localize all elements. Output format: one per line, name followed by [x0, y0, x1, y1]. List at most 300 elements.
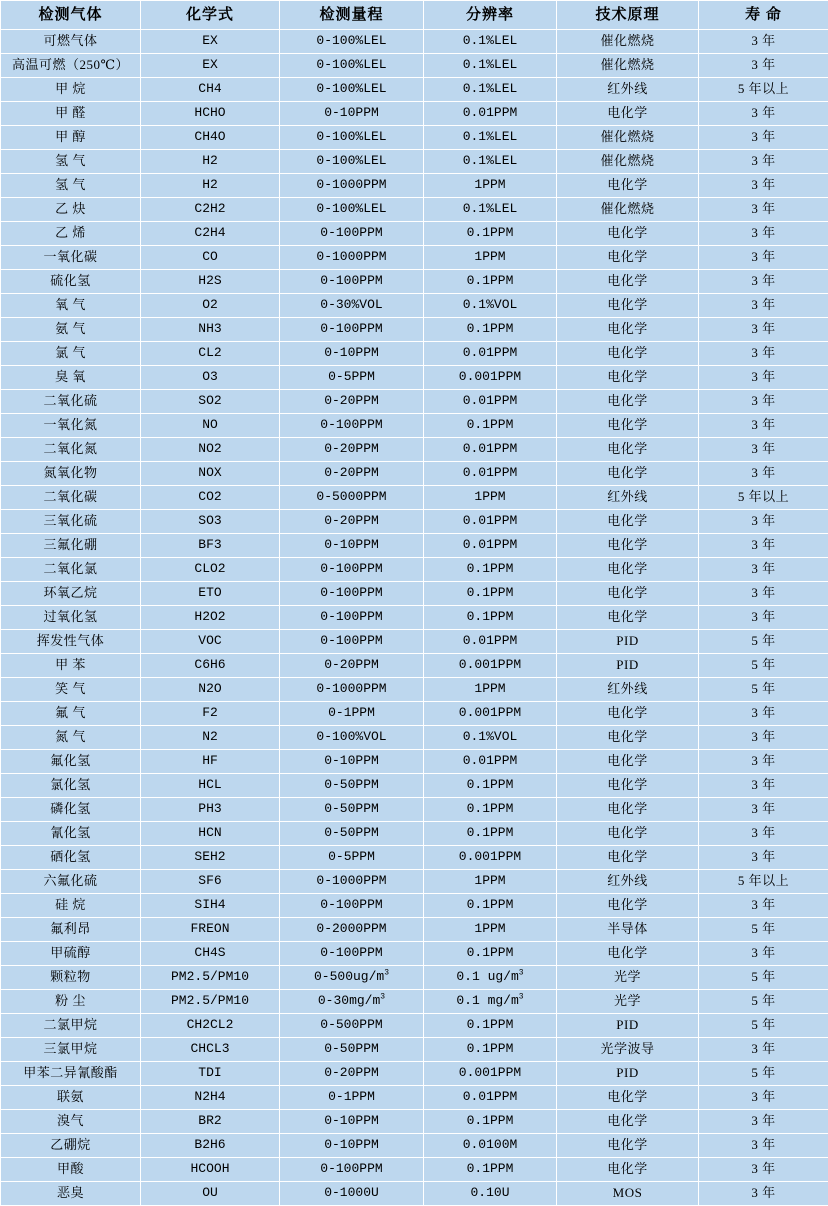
- cell-gas: 氧 气: [1, 294, 141, 318]
- cell-lifetime: 5 年: [699, 966, 828, 990]
- table-row: [1, 1038, 828, 1062]
- cell-formula: OU: [141, 1182, 280, 1206]
- cell-technology: 电化学: [557, 1086, 699, 1110]
- cell-range: 0-100PPM: [280, 582, 424, 606]
- cell-formula: O3: [141, 366, 280, 390]
- column-header-resolution: 分辨率: [424, 1, 557, 30]
- cell-resolution: 0.001PPM: [424, 654, 557, 678]
- table-row: [1, 246, 828, 270]
- table-row: [1, 990, 828, 1014]
- cell-range: $0-30mg/m^3$: [280, 990, 424, 1014]
- cell-resolution: 0.1PPM: [424, 942, 557, 966]
- cell-range: 0-1PPM: [280, 1086, 424, 1110]
- cell-resolution: 0.001PPM: [424, 366, 557, 390]
- cell-gas: 氢 气: [1, 174, 141, 198]
- cell-formula: EX: [141, 54, 280, 78]
- cell-technology: MOS: [557, 1182, 699, 1206]
- cell-technology: 红外线: [557, 678, 699, 702]
- cell-range: 0-100PPM: [280, 270, 424, 294]
- cell-range: 0-20PPM: [280, 1062, 424, 1086]
- table-row: [1, 870, 828, 894]
- cell-formula: BF3: [141, 534, 280, 558]
- cell-resolution: 0.01PPM: [424, 630, 557, 654]
- cell-resolution: 0.01PPM: [424, 750, 557, 774]
- cell-formula: EX: [141, 30, 280, 54]
- table-row: [1, 1182, 828, 1206]
- table-row: [1, 750, 828, 774]
- table-row: [1, 78, 828, 102]
- cell-range: 0-100%VOL: [280, 726, 424, 750]
- cell-formula: CL2: [141, 342, 280, 366]
- cell-lifetime: 3 年: [699, 750, 828, 774]
- column-header-gas: 检测气体: [1, 1, 141, 30]
- cell-formula: CLO2: [141, 558, 280, 582]
- cell-resolution: 0.1 $ug/m^3$: [424, 966, 557, 990]
- cell-resolution: 0.1PPM: [424, 222, 557, 246]
- cell-range: 0-20PPM: [280, 510, 424, 534]
- cell-formula: HF: [141, 750, 280, 774]
- cell-formula: B2H6: [141, 1134, 280, 1158]
- cell-technology: 电化学: [557, 750, 699, 774]
- cell-formula: H2: [141, 174, 280, 198]
- cell-lifetime: 5 年以上: [699, 870, 828, 894]
- cell-lifetime: 3 年: [699, 534, 828, 558]
- cell-resolution: 0.01PPM: [424, 1086, 557, 1110]
- cell-lifetime: 3 年: [699, 198, 828, 222]
- cell-resolution: 0.1PPM: [424, 894, 557, 918]
- cell-formula: NO: [141, 414, 280, 438]
- cell-lifetime: 3 年: [699, 222, 828, 246]
- cell-technology: 电化学: [557, 174, 699, 198]
- cell-range: 0-30%VOL: [280, 294, 424, 318]
- cell-range: 0-100%LEL: [280, 30, 424, 54]
- cell-technology: 催化燃烧: [557, 198, 699, 222]
- cell-gas: 甲 苯: [1, 654, 141, 678]
- cell-resolution: 0.1PPM: [424, 318, 557, 342]
- cell-range: 0-50PPM: [280, 1038, 424, 1062]
- cell-technology: 电化学: [557, 702, 699, 726]
- cell-gas: 氟化氢: [1, 750, 141, 774]
- cell-lifetime: 3 年: [699, 558, 828, 582]
- cell-gas: 甲 醛: [1, 102, 141, 126]
- cell-technology: 电化学: [557, 342, 699, 366]
- cell-lifetime: 3 年: [699, 1038, 828, 1062]
- cell-gas: 氢 气: [1, 150, 141, 174]
- cell-lifetime: 3 年: [699, 54, 828, 78]
- cell-range: 0-10PPM: [280, 750, 424, 774]
- cell-technology: 电化学: [557, 798, 699, 822]
- cell-technology: 电化学: [557, 510, 699, 534]
- cell-range: 0-50PPM: [280, 822, 424, 846]
- cell-range: 0-20PPM: [280, 390, 424, 414]
- cell-gas: 可燃气体: [1, 30, 141, 54]
- cell-formula: H2O2: [141, 606, 280, 630]
- cell-range: 0-100PPM: [280, 414, 424, 438]
- cell-resolution: 0.01PPM: [424, 510, 557, 534]
- cell-technology: 电化学: [557, 582, 699, 606]
- table-row: [1, 918, 828, 942]
- cell-formula: HCHO: [141, 102, 280, 126]
- table-row: [1, 510, 828, 534]
- cell-resolution: 0.001PPM: [424, 1062, 557, 1086]
- cell-gas: 一氧化碳: [1, 246, 141, 270]
- cell-lifetime: 3 年: [699, 366, 828, 390]
- cell-range: 0-1000PPM: [280, 678, 424, 702]
- cell-lifetime: 3 年: [699, 894, 828, 918]
- cell-technology: 电化学: [557, 222, 699, 246]
- cell-gas: 六氟化硫: [1, 870, 141, 894]
- cell-technology: 电化学: [557, 318, 699, 342]
- table-row: [1, 366, 828, 390]
- cell-range: 0-1PPM: [280, 702, 424, 726]
- cell-lifetime: 3 年: [699, 438, 828, 462]
- cell-gas: 氯化氢: [1, 774, 141, 798]
- cell-lifetime: 5 年: [699, 678, 828, 702]
- table-row: [1, 1086, 828, 1110]
- cell-technology: 红外线: [557, 870, 699, 894]
- cell-range: 0-50PPM: [280, 798, 424, 822]
- cell-technology: 电化学: [557, 438, 699, 462]
- cell-lifetime: 3 年: [699, 1086, 828, 1110]
- cell-lifetime: 3 年: [699, 414, 828, 438]
- cell-formula: NO2: [141, 438, 280, 462]
- cell-resolution: 0.1PPM: [424, 414, 557, 438]
- cell-resolution: 0.1 $mg/m^3$: [424, 990, 557, 1014]
- cell-lifetime: 3 年: [699, 150, 828, 174]
- cell-range: 0-20PPM: [280, 462, 424, 486]
- table-row: [1, 726, 828, 750]
- cell-lifetime: 3 年: [699, 102, 828, 126]
- cell-range: 0-100PPM: [280, 318, 424, 342]
- cell-lifetime: 3 年: [699, 846, 828, 870]
- cell-lifetime: 5 年: [699, 990, 828, 1014]
- cell-resolution: 0.1%LEL: [424, 126, 557, 150]
- cell-formula: CO2: [141, 486, 280, 510]
- table-row: [1, 702, 828, 726]
- cell-lifetime: 5 年: [699, 630, 828, 654]
- cell-resolution: 0.1PPM: [424, 798, 557, 822]
- cell-formula: BR2: [141, 1110, 280, 1134]
- table-row: [1, 222, 828, 246]
- cell-formula: SIH4: [141, 894, 280, 918]
- cell-technology: 电化学: [557, 414, 699, 438]
- cell-resolution: 0.1%LEL: [424, 30, 557, 54]
- cell-lifetime: 3 年: [699, 30, 828, 54]
- cell-formula: C2H2: [141, 198, 280, 222]
- cell-gas: 二氧化氯: [1, 558, 141, 582]
- cell-gas: 三氟化硼: [1, 534, 141, 558]
- cell-formula: C6H6: [141, 654, 280, 678]
- table-row: [1, 606, 828, 630]
- cell-technology: 催化燃烧: [557, 126, 699, 150]
- table-header-row: [1, 1, 828, 30]
- cell-range: 0-500PPM: [280, 1014, 424, 1038]
- cell-gas: 氨 气: [1, 318, 141, 342]
- cell-resolution: 0.1%LEL: [424, 198, 557, 222]
- cell-lifetime: 5 年: [699, 918, 828, 942]
- table-row: [1, 654, 828, 678]
- cell-resolution: 0.1%VOL: [424, 726, 557, 750]
- cell-resolution: 0.001PPM: [424, 702, 557, 726]
- cell-range: $0-500ug/m^3$: [280, 966, 424, 990]
- cell-lifetime: 3 年: [699, 1110, 828, 1134]
- cell-range: 0-100%LEL: [280, 126, 424, 150]
- cell-gas: 粉 尘: [1, 990, 141, 1014]
- cell-gas: 臭 氧: [1, 366, 141, 390]
- cell-resolution: 0.1%VOL: [424, 294, 557, 318]
- cell-range: 0-10PPM: [280, 1110, 424, 1134]
- cell-technology: 电化学: [557, 270, 699, 294]
- cell-gas: 二氯甲烷: [1, 1014, 141, 1038]
- cell-technology: 电化学: [557, 846, 699, 870]
- cell-range: 0-10PPM: [280, 534, 424, 558]
- cell-technology: PID: [557, 1014, 699, 1038]
- cell-range: 0-100%LEL: [280, 198, 424, 222]
- cell-gas: 氰化氢: [1, 822, 141, 846]
- cell-gas: 硒化氢: [1, 846, 141, 870]
- cell-resolution: 0.1PPM: [424, 582, 557, 606]
- cell-formula: CHCL3: [141, 1038, 280, 1062]
- cell-technology: 电化学: [557, 294, 699, 318]
- cell-technology: 电化学: [557, 606, 699, 630]
- cell-lifetime: 3 年: [699, 270, 828, 294]
- cell-technology: 电化学: [557, 390, 699, 414]
- cell-formula: F2: [141, 702, 280, 726]
- table-row: [1, 342, 828, 366]
- cell-lifetime: 3 年: [699, 126, 828, 150]
- cell-gas: 二氧化硫: [1, 390, 141, 414]
- cell-resolution: 0.01PPM: [424, 534, 557, 558]
- table-row: [1, 390, 828, 414]
- cell-lifetime: 3 年: [699, 294, 828, 318]
- cell-range: 0-10PPM: [280, 102, 424, 126]
- cell-lifetime: 3 年: [699, 318, 828, 342]
- table-row: [1, 558, 828, 582]
- cell-lifetime: 3 年: [699, 798, 828, 822]
- cell-resolution: 0.1%LEL: [424, 150, 557, 174]
- table-row: [1, 102, 828, 126]
- cell-resolution: 0.1PPM: [424, 822, 557, 846]
- cell-range: 0-2000PPM: [280, 918, 424, 942]
- cell-gas: 二氧化碳: [1, 486, 141, 510]
- cell-technology: PID: [557, 1062, 699, 1086]
- cell-formula: C2H4: [141, 222, 280, 246]
- cell-resolution: 0.10U: [424, 1182, 557, 1206]
- cell-gas: 硫化氢: [1, 270, 141, 294]
- table-row: [1, 630, 828, 654]
- table-row: [1, 438, 828, 462]
- cell-gas: 恶臭: [1, 1182, 141, 1206]
- cell-gas: 甲硫醇: [1, 942, 141, 966]
- cell-formula: PM2.5/PM10: [141, 990, 280, 1014]
- cell-formula: PM2.5/PM10: [141, 966, 280, 990]
- cell-technology: 催化燃烧: [557, 30, 699, 54]
- cell-range: 0-100PPM: [280, 894, 424, 918]
- cell-formula: H2S: [141, 270, 280, 294]
- table-row: [1, 942, 828, 966]
- cell-resolution: 0.1PPM: [424, 1014, 557, 1038]
- cell-technology: 催化燃烧: [557, 150, 699, 174]
- cell-gas: 高温可燃（250℃）: [1, 54, 141, 78]
- cell-technology: 红外线: [557, 486, 699, 510]
- cell-range: 0-5000PPM: [280, 486, 424, 510]
- cell-gas: 甲酸: [1, 1158, 141, 1182]
- cell-formula: O2: [141, 294, 280, 318]
- cell-resolution: 0.0100M: [424, 1134, 557, 1158]
- cell-technology: 电化学: [557, 558, 699, 582]
- cell-formula: SO3: [141, 510, 280, 534]
- cell-range: 0-100%LEL: [280, 150, 424, 174]
- table-row: [1, 30, 828, 54]
- cell-resolution: 1PPM: [424, 870, 557, 894]
- table-row: [1, 1134, 828, 1158]
- cell-gas: 甲 醇: [1, 126, 141, 150]
- table-row: [1, 966, 828, 990]
- cell-formula: FREON: [141, 918, 280, 942]
- cell-formula: TDI: [141, 1062, 280, 1086]
- cell-range: 0-20PPM: [280, 438, 424, 462]
- cell-gas: 笑 气: [1, 678, 141, 702]
- table-row: [1, 198, 828, 222]
- cell-formula: HCL: [141, 774, 280, 798]
- cell-resolution: 0.1%LEL: [424, 54, 557, 78]
- cell-resolution: 0.1%LEL: [424, 78, 557, 102]
- cell-resolution: 1PPM: [424, 918, 557, 942]
- cell-lifetime: 3 年: [699, 510, 828, 534]
- cell-resolution: 0.01PPM: [424, 462, 557, 486]
- cell-lifetime: 3 年: [699, 1158, 828, 1182]
- cell-range: 0-10PPM: [280, 342, 424, 366]
- cell-gas: 颗粒物: [1, 966, 141, 990]
- table-row: [1, 678, 828, 702]
- cell-gas: 溴气: [1, 1110, 141, 1134]
- cell-lifetime: 5 年: [699, 1014, 828, 1038]
- column-header-lifetime: 寿 命: [699, 1, 828, 30]
- cell-gas: 三氧化硫: [1, 510, 141, 534]
- cell-resolution: 1PPM: [424, 174, 557, 198]
- cell-lifetime: 3 年: [699, 942, 828, 966]
- cell-technology: 电化学: [557, 462, 699, 486]
- cell-gas: 一氧化氮: [1, 414, 141, 438]
- cell-gas: 氮 气: [1, 726, 141, 750]
- cell-resolution: 1PPM: [424, 678, 557, 702]
- cell-resolution: 0.001PPM: [424, 846, 557, 870]
- cell-resolution: 0.1PPM: [424, 774, 557, 798]
- cell-formula: ETO: [141, 582, 280, 606]
- cell-technology: 电化学: [557, 894, 699, 918]
- cell-technology: 电化学: [557, 942, 699, 966]
- cell-technology: 光学: [557, 966, 699, 990]
- cell-lifetime: 5 年: [699, 1062, 828, 1086]
- cell-range: 0-100PPM: [280, 942, 424, 966]
- cell-formula: CH4: [141, 78, 280, 102]
- table-row: [1, 294, 828, 318]
- cell-gas: 氮氧化物: [1, 462, 141, 486]
- table-row: [1, 582, 828, 606]
- cell-technology: 电化学: [557, 1158, 699, 1182]
- cell-technology: 电化学: [557, 102, 699, 126]
- cell-lifetime: 3 年: [699, 1182, 828, 1206]
- cell-formula: H2: [141, 150, 280, 174]
- cell-technology: 半导体: [557, 918, 699, 942]
- cell-formula: SO2: [141, 390, 280, 414]
- cell-formula: N2H4: [141, 1086, 280, 1110]
- cell-lifetime: 3 年: [699, 1134, 828, 1158]
- cell-gas: 联氨: [1, 1086, 141, 1110]
- cell-formula: CO: [141, 246, 280, 270]
- cell-lifetime: 3 年: [699, 702, 828, 726]
- cell-gas: 乙 炔: [1, 198, 141, 222]
- table-row: [1, 174, 828, 198]
- cell-lifetime: 3 年: [699, 174, 828, 198]
- table-row: [1, 126, 828, 150]
- cell-range: 0-1000U: [280, 1182, 424, 1206]
- cell-lifetime: 3 年: [699, 342, 828, 366]
- cell-technology: 光学: [557, 990, 699, 1014]
- cell-resolution: 0.1PPM: [424, 1038, 557, 1062]
- cell-gas: 环氧乙烷: [1, 582, 141, 606]
- cell-resolution: 0.1PPM: [424, 270, 557, 294]
- cell-technology: 电化学: [557, 1110, 699, 1134]
- cell-range: 0-1000PPM: [280, 870, 424, 894]
- cell-technology: PID: [557, 654, 699, 678]
- cell-range: 0-20PPM: [280, 654, 424, 678]
- table-row: [1, 150, 828, 174]
- cell-resolution: 0.1PPM: [424, 1110, 557, 1134]
- cell-resolution: 0.01PPM: [424, 342, 557, 366]
- cell-gas: 挥发性气体: [1, 630, 141, 654]
- table-row: [1, 894, 828, 918]
- cell-resolution: 1PPM: [424, 486, 557, 510]
- cell-resolution: 0.1PPM: [424, 606, 557, 630]
- cell-formula: SEH2: [141, 846, 280, 870]
- cell-technology: 光学波导: [557, 1038, 699, 1062]
- column-header-formula: 化学式: [141, 1, 280, 30]
- table-row: [1, 270, 828, 294]
- cell-formula: NH3: [141, 318, 280, 342]
- cell-technology: PID: [557, 630, 699, 654]
- cell-gas: 三氯甲烷: [1, 1038, 141, 1062]
- table-row: [1, 846, 828, 870]
- cell-range: 0-100PPM: [280, 222, 424, 246]
- cell-resolution: 0.1PPM: [424, 1158, 557, 1182]
- cell-range: 0-100PPM: [280, 630, 424, 654]
- table-row: [1, 798, 828, 822]
- cell-gas: 磷化氢: [1, 798, 141, 822]
- cell-range: 0-5PPM: [280, 846, 424, 870]
- cell-gas: 甲苯二异氰酸酯: [1, 1062, 141, 1086]
- table-row: [1, 54, 828, 78]
- table-row: [1, 1110, 828, 1134]
- column-header-range: 检测量程: [280, 1, 424, 30]
- cell-lifetime: 5 年以上: [699, 486, 828, 510]
- table-row: [1, 534, 828, 558]
- cell-technology: 电化学: [557, 366, 699, 390]
- cell-lifetime: 3 年: [699, 822, 828, 846]
- cell-range: 0-10PPM: [280, 1134, 424, 1158]
- cell-resolution: 0.01PPM: [424, 390, 557, 414]
- cell-formula: N2O: [141, 678, 280, 702]
- cell-formula: HCN: [141, 822, 280, 846]
- cell-gas: 氟 气: [1, 702, 141, 726]
- cell-formula: HCOOH: [141, 1158, 280, 1182]
- table-row: [1, 822, 828, 846]
- cell-formula: CH4O: [141, 126, 280, 150]
- cell-range: 0-100%LEL: [280, 78, 424, 102]
- cell-gas: 氟利昂: [1, 918, 141, 942]
- cell-formula: CH2CL2: [141, 1014, 280, 1038]
- cell-lifetime: 3 年: [699, 246, 828, 270]
